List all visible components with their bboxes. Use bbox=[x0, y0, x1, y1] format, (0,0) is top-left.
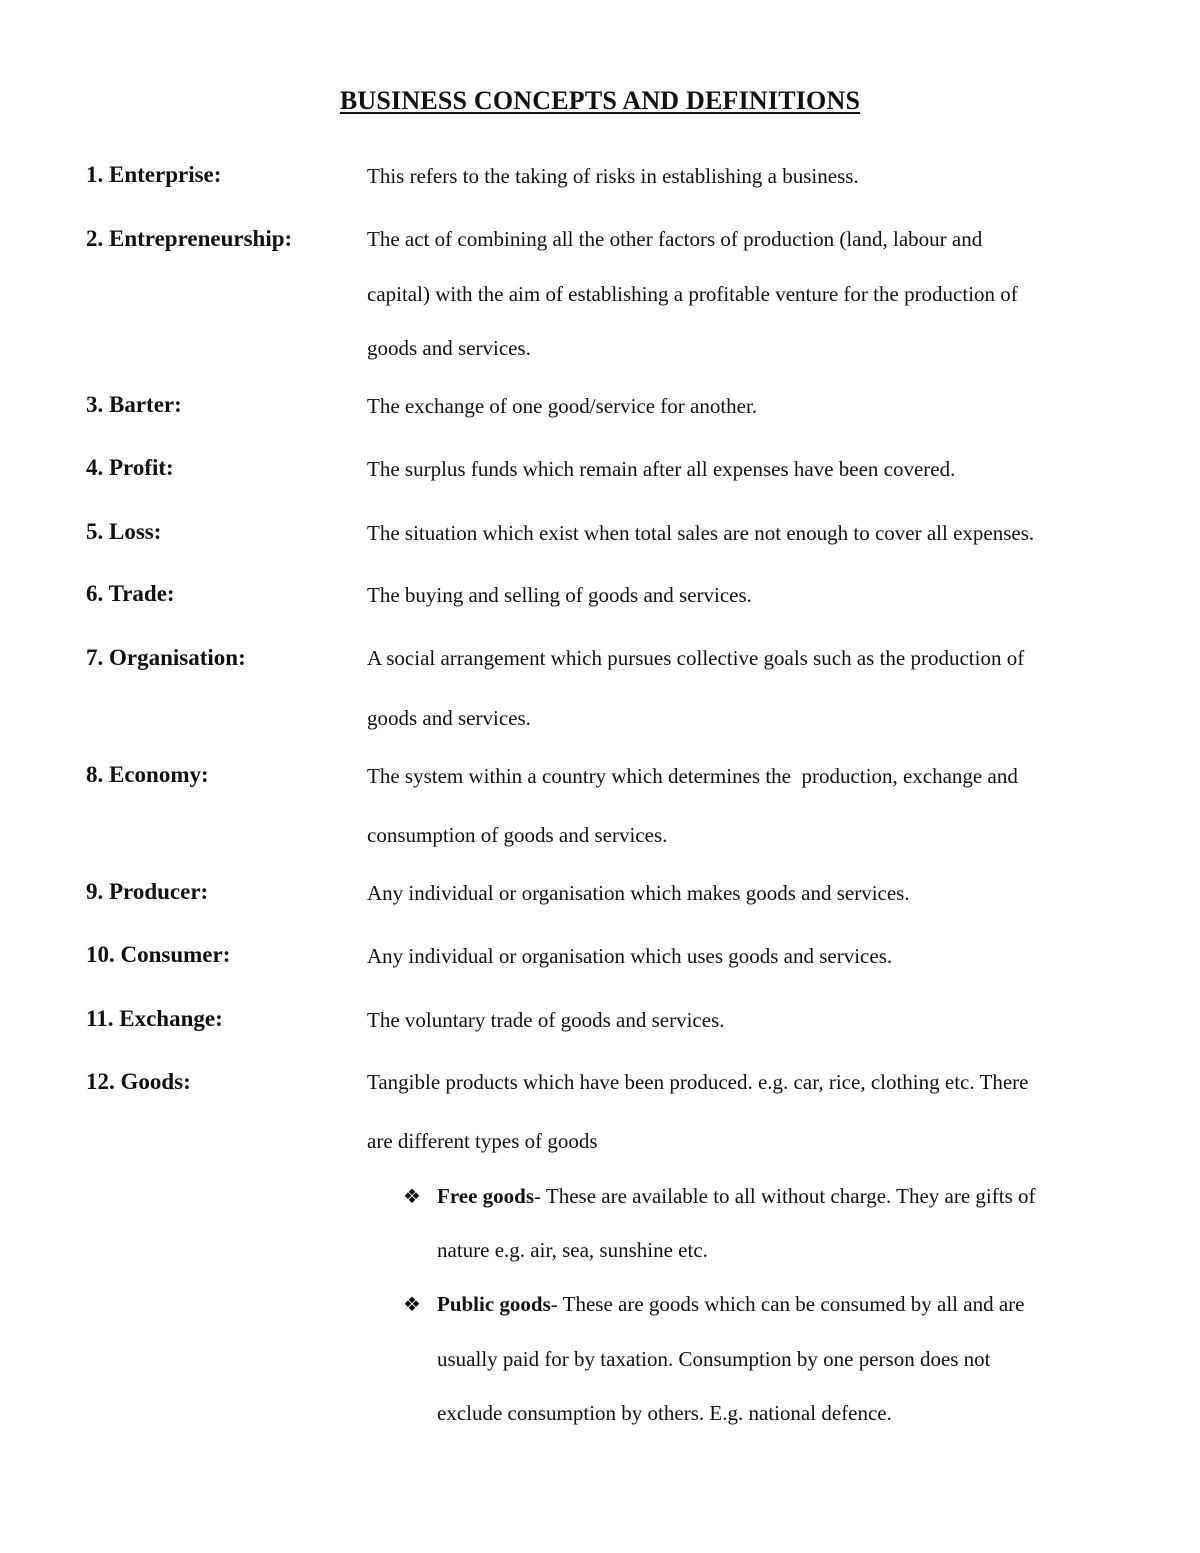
diamond-bullet-icon: ❖ bbox=[403, 1186, 421, 1208]
definition-line: Tangible products which have been produced. e.g. car, rice, clothing etc. There bbox=[367, 1070, 1029, 1094]
definition-line: consumption of goods and services. bbox=[367, 823, 668, 847]
goods-type-description-line: usually paid for by taxation. Consumption by one person does not bbox=[437, 1347, 991, 1371]
definition-line: The voluntary trade of goods and services. bbox=[367, 1008, 725, 1032]
goods-type-description: - These are available to all without charge. They are gifts of bbox=[534, 1184, 1036, 1208]
definition-line: A social arrangement which pursues collective goals such as the production of bbox=[367, 646, 1025, 670]
term-barter: 3. Barter: bbox=[86, 392, 182, 417]
definition-line: The exchange of one good/service for another. bbox=[367, 394, 758, 418]
definition-line: capital) with the aim of establishing a profitable venture for the production of bbox=[367, 282, 1018, 306]
goods-type-name: Public goods bbox=[437, 1292, 551, 1316]
page-title: BUSINESS CONCEPTS AND DEFINITIONS bbox=[339, 86, 861, 115]
definition-line: goods and services. bbox=[367, 706, 531, 730]
definition-line: The situation which exist when total sales are not enough to cover all expenses. bbox=[367, 521, 1035, 545]
term-exchange: 11. Exchange: bbox=[86, 1006, 223, 1031]
definition-line: The buying and selling of goods and services. bbox=[367, 583, 752, 607]
goods-type-name: Free goods bbox=[437, 1184, 535, 1208]
definition-line: Any individual or organisation which makes goods and services. bbox=[367, 881, 910, 905]
goods-type-item bbox=[437, 1184, 1036, 1209]
diamond-bullet-icon: ❖ bbox=[403, 1294, 421, 1316]
term-economy: 8. Economy: bbox=[86, 762, 209, 787]
definition-line: are different types of goods bbox=[367, 1129, 598, 1153]
term-profit: 4. Profit: bbox=[86, 455, 174, 480]
definition-line: This refers to the taking of risks in establishing a business. bbox=[367, 164, 859, 188]
goods-type-description-line: exclude consumption by others. E.g. national defence. bbox=[437, 1401, 892, 1425]
definition-line: The surplus funds which remain after all expenses have been covered. bbox=[367, 457, 956, 481]
term-goods: 12. Goods: bbox=[86, 1069, 191, 1094]
term-entrepreneurship: 2. Entrepreneurship: bbox=[86, 226, 293, 251]
term-producer: 9. Producer: bbox=[86, 879, 209, 904]
goods-type-item bbox=[437, 1292, 1024, 1317]
goods-type-description: - These are goods which can be consumed by all and are bbox=[550, 1292, 1025, 1316]
definition-line: Any individual or organisation which uses goods and services. bbox=[367, 944, 893, 968]
term-trade: 6. Trade: bbox=[86, 581, 175, 606]
definition-line: The act of combining all the other factors of production (land, labour and bbox=[367, 227, 983, 251]
goods-type-description-line: nature e.g. air, sea, sunshine etc. bbox=[437, 1238, 708, 1262]
term-consumer: 10. Consumer: bbox=[86, 942, 231, 967]
term-loss: 5. Loss: bbox=[86, 519, 162, 544]
definition-line: The system within a country which determines the production, exchange and bbox=[367, 764, 1018, 788]
term-organisation: 7. Organisation: bbox=[86, 645, 246, 670]
definition-line: goods and services. bbox=[367, 336, 531, 360]
term-enterprise: 1. Enterprise: bbox=[86, 162, 222, 187]
